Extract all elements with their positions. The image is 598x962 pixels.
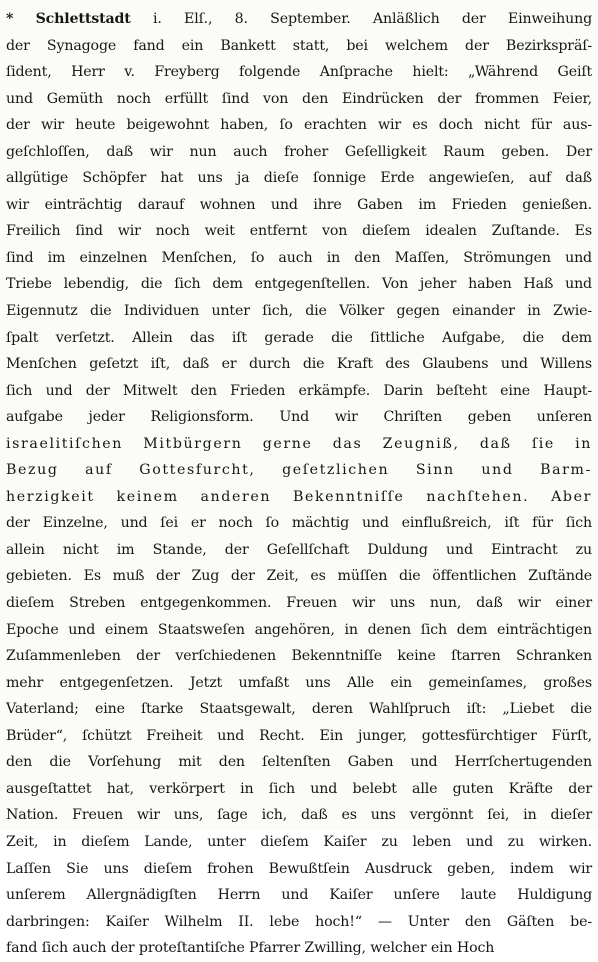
article-line: gebieten. Es muß der Zug der Zeit, es müſſen die öffentlichen Zuſtände: [6, 568, 592, 585]
article-line-last: fand ſich auch der proteſtantiſche Pfarrer Zwilling, welcher ein Hoch: [6, 940, 495, 957]
dateline-star: *: [6, 11, 14, 27]
article-line: wir einträchtig darauf wohnen und ihre Gaben im Frieden genießen.: [6, 196, 592, 213]
article-line-spaced: Bezug auf Gottesfurcht, geſetzlichen Sinn und Barm-: [6, 462, 592, 479]
article-line-1: [6, 6, 592, 33]
article-line: Vaterland; eine ſtarke Staatsgewalt, deren Wahlſpruch iſt: „Liebet die: [6, 701, 592, 718]
article-line: darbringen: Kaiſer Wilhelm II. lebe hoch!“ — Unter den Gäſten be-: [6, 913, 592, 930]
article-line: den die Vorſehung mit den ſeltenſten Gaben und Herrſchertugenden: [6, 754, 592, 771]
article-line: der Einzelne, und ſei er noch ſo mächtig und einflußreich, iſt für ſich: [6, 515, 592, 532]
article-line: ſident, Herr v. Freyberg folgende Anſprache hielt: „Während Geiſt: [6, 64, 592, 81]
article-line: unſerem Allergnädigſten Herrn und Kaiſer unſere laute Huldigung: [6, 887, 592, 904]
article-line: aufgabe jeder Religionsform. Und wir Chriſten geben unſeren: [6, 409, 592, 426]
article-line-spaced: israelitiſchen Mitbürgern gerne das Zeugniß, daß ſie in: [6, 435, 592, 452]
article-line: ſpalt verſetzt. Allein das iſt gerade die ſittliche Aufgabe, die dem: [6, 329, 592, 346]
dateline-rest: i. Elſ., 8. September. Anläßlich der Einweihung: [130, 11, 592, 27]
article-line: der wir heute beigewohnt haben, ſo erachten wir es doch nicht für aus-: [6, 117, 592, 134]
article-line: Zeit, in dieſem Lande, unter dieſem Kaiſer zu leben und zu wirken.: [6, 833, 592, 850]
article-line: mehr entgegenſetzen. Jetzt umfaßt uns Alle ein gemeinſames, großes: [6, 674, 592, 691]
article-line: Zuſammenleben der verſchiedenen Bekenntniſſe keine ſtarren Schranken: [6, 648, 592, 665]
article-line: Laſſen Sie uns dieſem frohen Bewußtſein Ausdruck geben, indem wir: [6, 860, 592, 877]
article-column: [6, 6, 592, 962]
article-line: Epoche und einem Staatsweſen angehören, in denen ſich dem einträchtigen: [6, 621, 592, 638]
article-line: Eigennutz die Individuen unter ſich, die Völker gegen einander in Zwie-: [6, 303, 592, 320]
article-line: Menſchen geſetzt iſt, daß er durch die Kraft des Glaubens und Willens: [6, 356, 592, 373]
article-line: ſind im einzelnen Menſchen, ſo auch in den Maſſen, Strömungen und: [6, 249, 592, 266]
article-line: und Gemüth noch erfüllt ſind von den Eindrücken der frommen Feier,: [6, 90, 592, 107]
article-line: ausgeſtattet hat, verkörpert in ſich und belebt alle guten Kräfte der: [6, 780, 592, 797]
article-line: der Synagoge fand ein Bankett statt, bei welchem der Bezirkspräſ-: [6, 37, 592, 54]
article-line: allein nicht im Stande, der Geſellſchaft Duldung und Eintracht zu: [6, 541, 592, 558]
article-line-spaced: herzigkeit keinem anderen Bekenntniſſe nachſtehen. Aber: [6, 488, 592, 505]
article-line: Nation. Freuen wir uns, ſage ich, daß es uns vergönnt ſei, in dieſer: [6, 807, 592, 824]
article-line: Freilich ſind wir noch weit entfernt von dieſem idealen Zuſtande. Es: [6, 223, 592, 240]
article-line: Brüder“, ſchützt Freiheit und Recht. Ein junger, gottesfürchtiger Fürſt,: [6, 727, 592, 744]
dateline-place: Schlettstadt: [35, 11, 131, 27]
article-line: dieſem Streben entgegenkommen. Freuen wir uns nun, daß wir einer: [6, 595, 592, 612]
article-line: allgütige Schöpfer hat uns ja dieſe ſonnige Erde angewieſen, auf daß: [6, 170, 592, 187]
article-line: Triebe lebendig, die ſich dem entgegenſtellen. Von jeher haben Haß und: [6, 276, 592, 293]
article-line: ſich und der Mitwelt den Frieden erkämpfe. Darin beſteht eine Haupt-: [6, 382, 592, 399]
article-line: geſchloſſen, daß wir nun auch froher Geſelligkeit Raum geben. Der: [6, 143, 592, 160]
